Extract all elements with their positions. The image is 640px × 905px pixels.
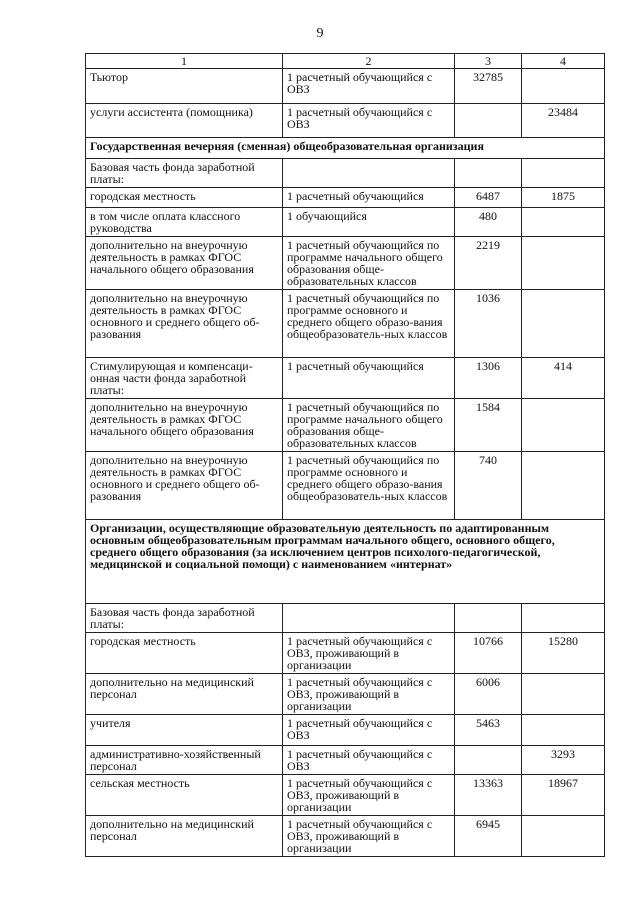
table-row <box>86 604 605 633</box>
indicator-cell: дополнительно на внеурочную деятельность в рамках ФГОС начального общего образования <box>86 399 283 452</box>
value-cell-col4 <box>522 674 605 715</box>
value-cell-col4 <box>522 816 605 857</box>
section-row <box>86 520 605 604</box>
table-row <box>86 816 605 857</box>
indicator-cell: услуги ассистента (помощника) <box>86 104 283 138</box>
unit-cell <box>283 159 455 188</box>
value-cell-col3: 6006 <box>455 674 522 715</box>
table-row <box>86 237 605 290</box>
table-row <box>86 633 605 674</box>
value-cell-col3: 1306 <box>455 358 522 399</box>
value-cell-col3: 13363 <box>455 775 522 816</box>
value-cell-col4 <box>522 159 605 188</box>
value-cell-col4 <box>522 452 605 520</box>
indicator-cell: Стимулирующая и компенсаци-онная части фонда заработной платы: <box>86 358 283 399</box>
table-row <box>86 208 605 237</box>
indicator-cell: дополнительно на медицинский персонал <box>86 816 283 857</box>
value-cell-col3: 1036 <box>455 290 522 358</box>
table-row <box>86 746 605 775</box>
value-cell-col4: 3293 <box>522 746 605 775</box>
unit-cell: 1 расчетный обучающийся с ОВЗ, проживающий в организации <box>283 775 455 816</box>
value-cell-col4: 23484 <box>522 104 605 138</box>
table-row <box>86 358 605 399</box>
value-cell-col3: 480 <box>455 208 522 237</box>
value-cell-col3: 6945 <box>455 816 522 857</box>
table-header-row <box>86 54 605 69</box>
value-cell-col3: 5463 <box>455 715 522 746</box>
value-cell-col4: 414 <box>522 358 605 399</box>
value-cell-col4: 1875 <box>522 188 605 208</box>
indicator-cell: городская местность <box>86 633 283 674</box>
indicator-cell: дополнительно на внеурочную деятельность в рамках ФГОС начального общего образования <box>86 237 283 290</box>
unit-cell: 1 расчетный обучающийся по программе основного и среднего общего образо-вания общеобразователь-ных классов <box>283 290 455 358</box>
value-cell-col3: 32785 <box>455 69 522 104</box>
value-cell-col3 <box>455 159 522 188</box>
column-header: 4 <box>522 54 605 69</box>
unit-cell: 1 расчетный обучающийся по программе основного и среднего общего образо-вания общеобразователь-ных классов <box>283 452 455 520</box>
value-cell-col4 <box>522 69 605 104</box>
indicator-cell: учителя <box>86 715 283 746</box>
unit-cell: 1 расчетный обучающийся <box>283 358 455 399</box>
value-cell-col4 <box>522 715 605 746</box>
unit-cell: 1 расчетный обучающийся по программе начального общего образования обще-образовательных классов <box>283 399 455 452</box>
value-cell-col4 <box>522 604 605 633</box>
indicator-cell: дополнительно на медицинский персонал <box>86 674 283 715</box>
unit-cell <box>283 604 455 633</box>
column-header: 1 <box>86 54 283 69</box>
value-cell-col3 <box>455 604 522 633</box>
indicator-cell: Базовая часть фонда заработной платы: <box>86 604 283 633</box>
value-cell-col3 <box>455 104 522 138</box>
indicator-cell: Тьютор <box>86 69 283 104</box>
table-row <box>86 188 605 208</box>
value-cell-col4: 18967 <box>522 775 605 816</box>
value-cell-col3: 6487 <box>455 188 522 208</box>
value-cell-col4: 15280 <box>522 633 605 674</box>
section-title: Организации, осуществляющие образовательную деятельность по адаптированным основным общеобразовательным программам начального общего, основного общего, среднего общего образования (за исключением центров психолого-педагогической, медицинской и социальной помощи) с наименованием «интернат» <box>86 520 605 604</box>
indicator-cell: сельская местность <box>86 775 283 816</box>
table-row <box>86 69 605 104</box>
table-row <box>86 104 605 138</box>
value-cell-col3 <box>455 746 522 775</box>
table-row <box>86 399 605 452</box>
value-cell-col3: 2219 <box>455 237 522 290</box>
column-header: 3 <box>455 54 522 69</box>
unit-cell: 1 расчетный обучающийся с ОВЗ <box>283 715 455 746</box>
table-row <box>86 290 605 358</box>
table-row <box>86 775 605 816</box>
column-header: 2 <box>283 54 455 69</box>
indicator-cell: городская местность <box>86 188 283 208</box>
funding-table <box>85 53 605 857</box>
indicator-cell: Базовая часть фонда заработной платы: <box>86 159 283 188</box>
section-title: Государственная вечерняя (сменная) общеобразовательная организация <box>86 138 605 159</box>
indicator-cell: дополнительно на внеурочную деятельность в рамках ФГОС основного и среднего общего об-разования <box>86 290 283 358</box>
value-cell-col4 <box>522 208 605 237</box>
table-row <box>86 674 605 715</box>
value-cell-col3: 10766 <box>455 633 522 674</box>
table-row <box>86 715 605 746</box>
indicator-cell: административно-хозяйственный персонал <box>86 746 283 775</box>
table-row <box>86 159 605 188</box>
unit-cell: 1 расчетный обучающийся с ОВЗ, проживающий в организации <box>283 674 455 715</box>
value-cell-col3: 740 <box>455 452 522 520</box>
value-cell-col4 <box>522 399 605 452</box>
unit-cell: 1 расчетный обучающийся с ОВЗ <box>283 69 455 104</box>
unit-cell: 1 расчетный обучающийся по программе начального общего образования обще-образовательных классов <box>283 237 455 290</box>
unit-cell: 1 расчетный обучающийся с ОВЗ, проживающий в организации <box>283 633 455 674</box>
unit-cell: 1 расчетный обучающийся с ОВЗ <box>283 104 455 138</box>
unit-cell: 1 обучающийся <box>283 208 455 237</box>
value-cell-col3: 1584 <box>455 399 522 452</box>
indicator-cell: дополнительно на внеурочную деятельность в рамках ФГОС основного и среднего общего об-разования <box>86 452 283 520</box>
table-row <box>86 452 605 520</box>
value-cell-col4 <box>522 290 605 358</box>
section-row <box>86 138 605 159</box>
page-number: 9 <box>316 26 324 41</box>
unit-cell: 1 расчетный обучающийся с ОВЗ <box>283 746 455 775</box>
unit-cell: 1 расчетный обучающийся <box>283 188 455 208</box>
value-cell-col4 <box>522 237 605 290</box>
unit-cell: 1 расчетный обучающийся с ОВЗ, проживающий в организации <box>283 816 455 857</box>
indicator-cell: в том числе оплата классного руководства <box>86 208 283 237</box>
